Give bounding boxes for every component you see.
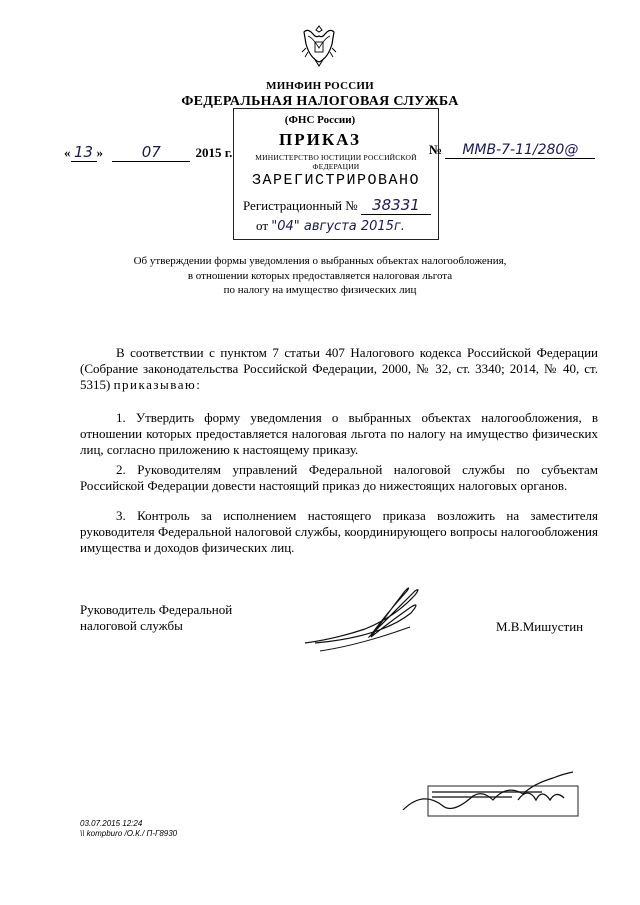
order-number — [429, 142, 595, 159]
service-abbreviation: (ФНС России) — [284, 114, 356, 126]
coat-of-arms-emblem — [298, 22, 340, 70]
order-item-1: 1. Утвердить форму уведомления о выбранных объектах налогообложения, в отношении которых предоставляется налоговая льгота по налогу на имущество физических лиц, согласно приложению к настоящему приказу. — [80, 410, 598, 457]
order-number-sign: № — [429, 142, 443, 157]
date-day: 13 — [71, 143, 97, 162]
preamble-paragraph — [80, 345, 598, 393]
order-word: приказываю: — [113, 377, 202, 392]
title-line-2: в отношении которых предоставляется налоговая льгота — [187, 269, 453, 282]
date-close-quote: » — [96, 145, 103, 160]
service-name: ФЕДЕРАЛЬНАЯ НАЛОГОВАЯ СЛУЖБА — [181, 94, 459, 109]
order-date — [64, 143, 232, 162]
stamp-registration-date — [256, 218, 405, 234]
date-open-quote: « — [64, 145, 71, 160]
stamp-reg-number: 38331 — [361, 196, 431, 215]
date-year: 2015 г. — [195, 145, 233, 160]
preamble-text: В соответствии с пунктом 7 статьи 407 Налогового кодекса Российской Федерации (Собрание законодательства Российской Федерации, 2000, № 32, ст. 3340; 2014, № 40, ст. 5315) — [80, 345, 598, 392]
title-line-3: по налогу на имущество физических лиц — [223, 284, 417, 296]
ministry-name: МИНФИН РОССИИ — [266, 80, 374, 92]
signer-name: М.В.Мишустин — [496, 619, 584, 634]
footer-print-info — [80, 819, 177, 839]
stamp-reg-label: Регистрационный № — [243, 198, 358, 213]
title-line-1: Об утверждении формы уведомления о выбранных объектах налогообложения, — [133, 255, 507, 267]
order-item-3: 3. Контроль за исполнением настоящего приказа возложить на заместителя руководителя Федеральной налоговой службы, координирующего вопросы налогообложения имущества и доходов физических лиц. — [80, 508, 598, 555]
signer-position — [80, 602, 232, 634]
footer-file-path: \\ kompburo /О.К./ П-Г8930 — [80, 829, 178, 838]
stamp-date-value: "04" августа 2015г. — [271, 219, 405, 234]
stamp-registered: ЗАРЕГИСТРИРОВАНО — [251, 172, 421, 189]
order-number-value: ММВ-7-11/280@ — [445, 142, 595, 159]
date-month: 07 — [112, 143, 190, 162]
signer-title-line-2: налоговой службы — [80, 618, 183, 633]
certification-stamp — [398, 770, 588, 820]
stamp-ministry: МИНИСТЕРСТВО ЮСТИЦИИ РОССИЙСКОЙ ФЕДЕРАЦИИ — [255, 153, 417, 171]
footer-timestamp: 03.07.2015 12:24 — [80, 819, 143, 828]
signer-title-line-1: Руководитель Федеральной — [80, 602, 233, 617]
stamp-registration-number — [243, 196, 431, 215]
order-item-2: 2. Руководителям управлений Федеральной налоговой службы по субъектам Российской Федерации довести настоящий приказ до нижестоящих налоговых органов. — [80, 462, 598, 493]
handwritten-signature — [300, 585, 435, 655]
stamp-date-label: от — [256, 218, 269, 233]
document-type: ПРИКАЗ — [279, 130, 361, 149]
order-title — [0, 254, 640, 298]
